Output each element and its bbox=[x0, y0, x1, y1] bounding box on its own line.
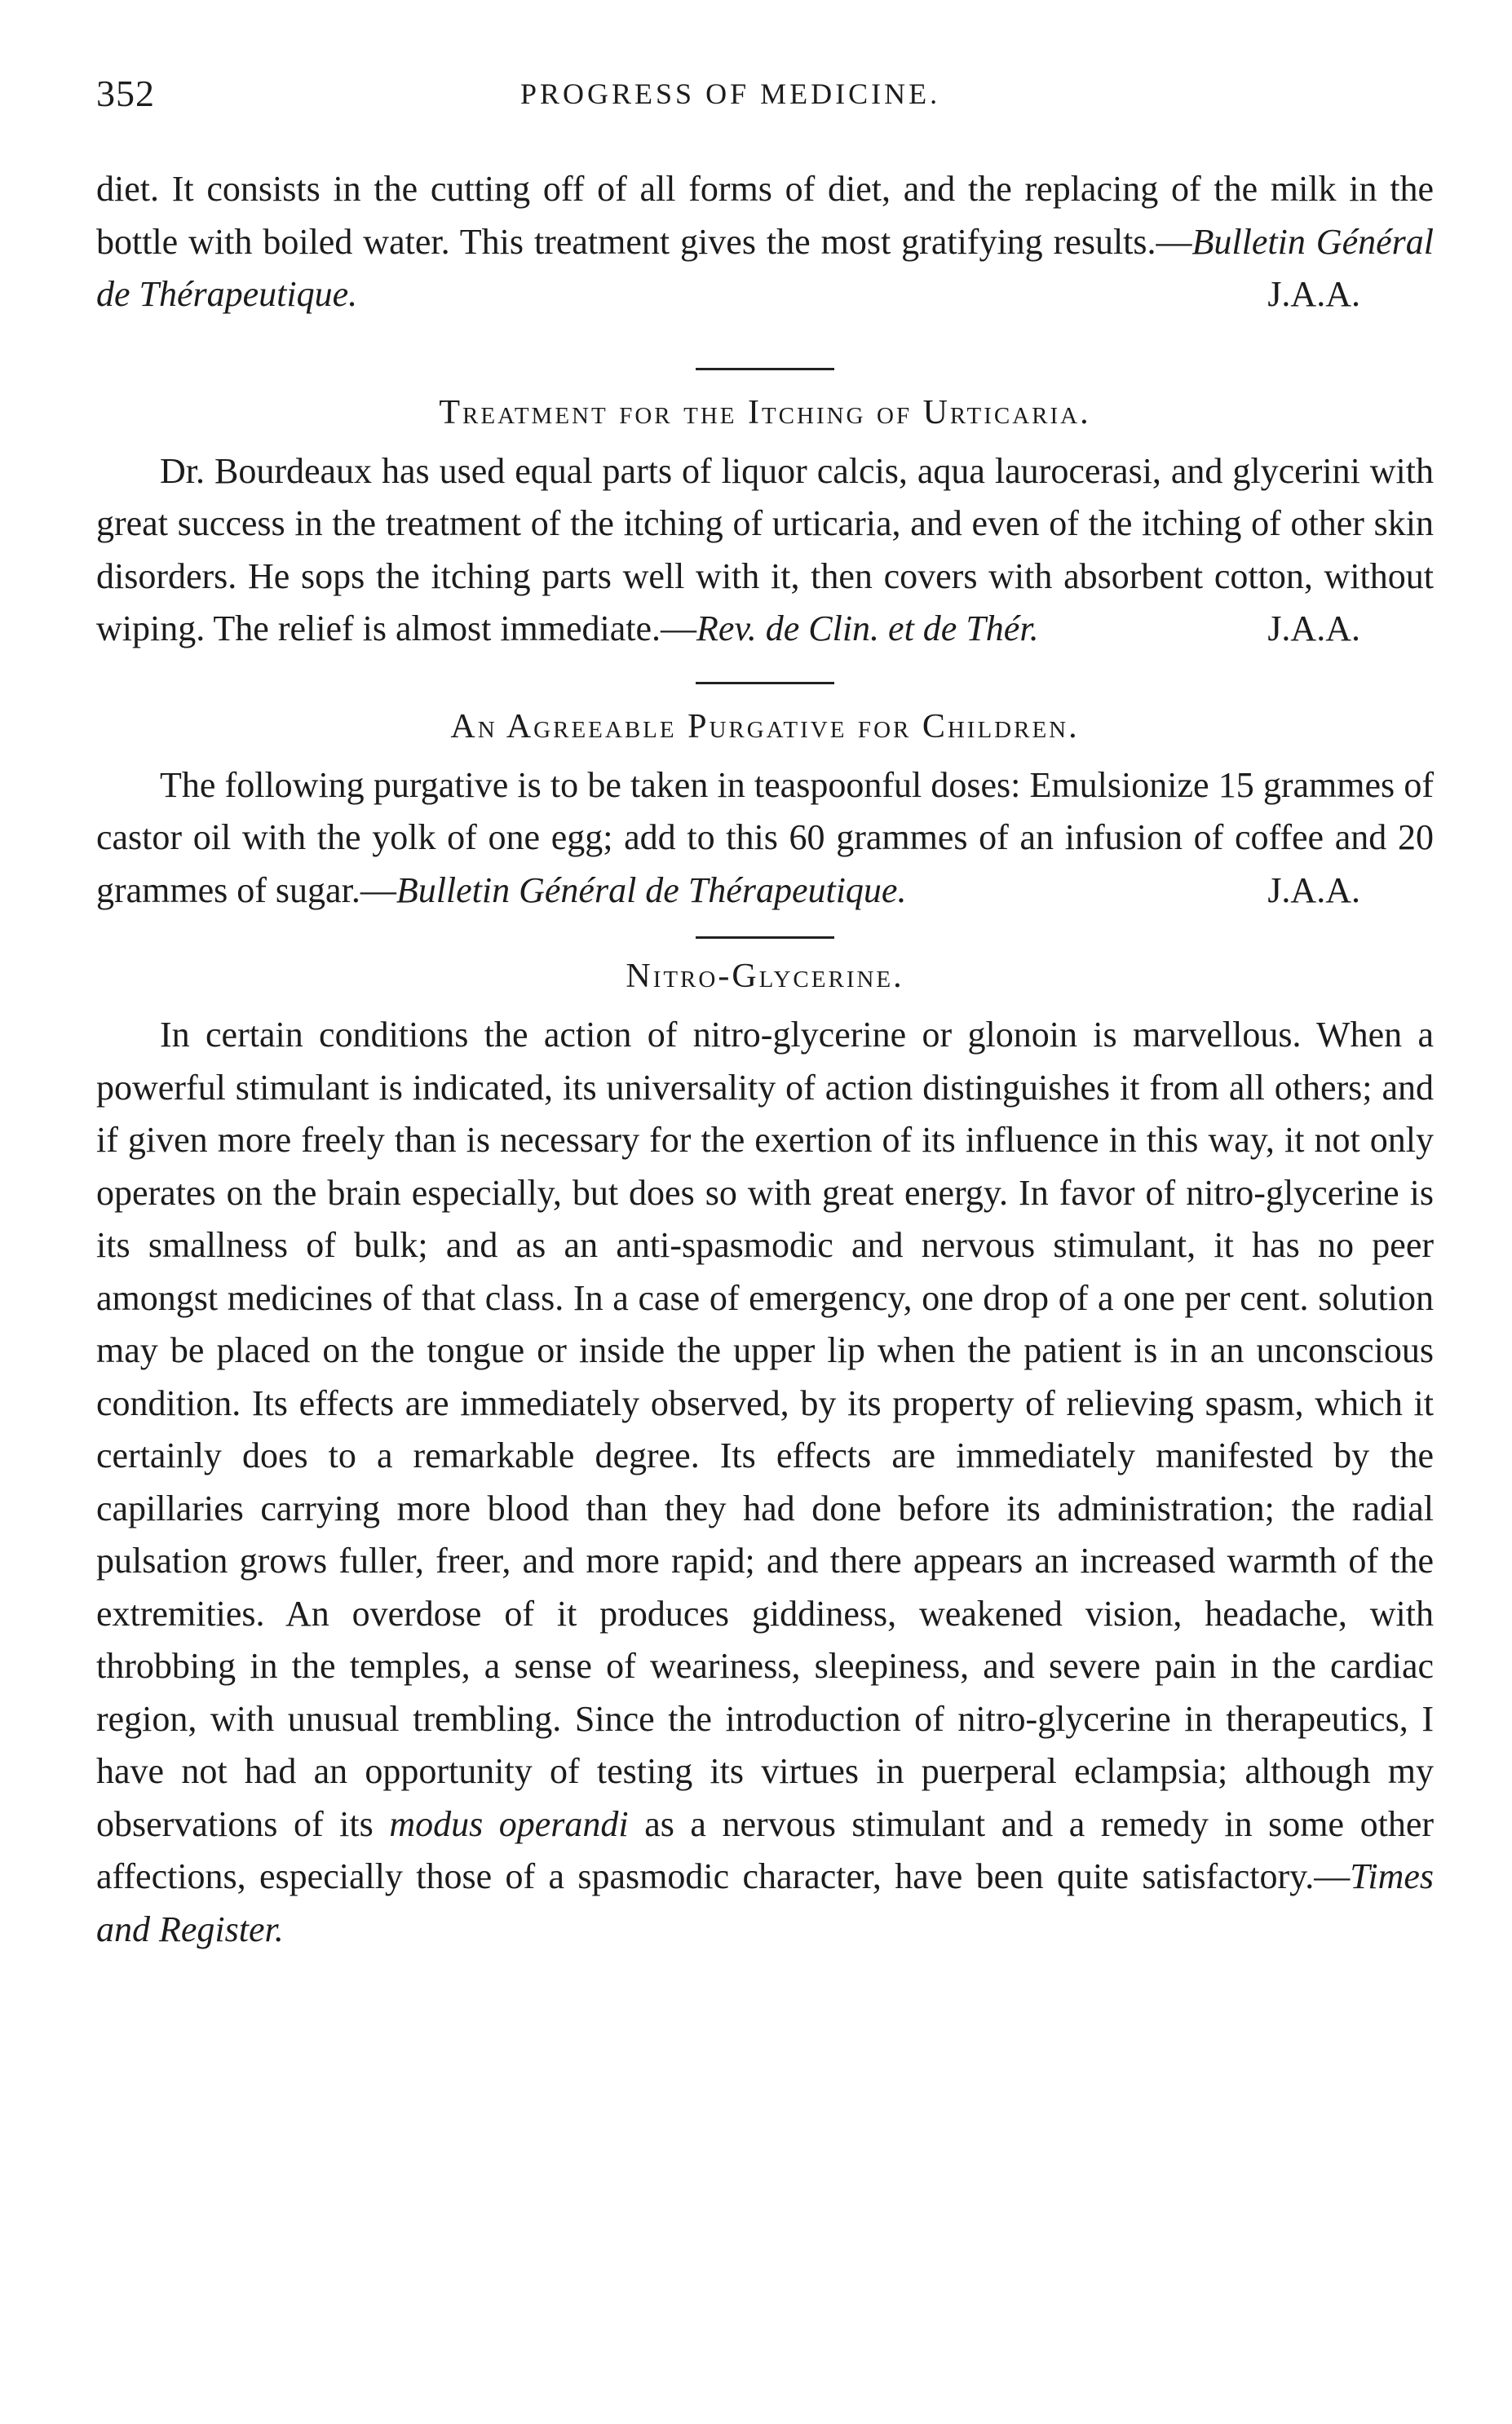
paragraph-text: Dr. Bourdeaux has used equal parts of liquor calcis, aqua laurocerasi, and glycerini with great success in the treatment of the itching of urticaria, and even of the itching of other skin disorders. He sops the itching parts well with it, then covers with absorbent cotton, without wiping. The relief is almost immediate.— bbox=[96, 450, 1434, 648]
running-head: PROGRESS OF MEDICINE. bbox=[520, 77, 941, 110]
author-initials: J.A.A. bbox=[1267, 274, 1360, 314]
section-divider bbox=[696, 936, 834, 939]
paragraph-text: The following purgative is to be taken in teaspoonful doses: Emulsionize 15 grammes of castor oil with the yolk of one egg; add to this 60 grammes of an infusion of coffee and 20 grammes of sugar.— bbox=[96, 764, 1434, 910]
citation-source: Bulletin Général de Thérapeutique. bbox=[396, 869, 907, 910]
paragraph-text: as a nervous stimulant and a remedy in some other affections, especially those of a spasmodic character, have been quite satisfactory.— bbox=[96, 1803, 1435, 1896]
citation-source: Times and Register. bbox=[96, 1856, 1434, 1949]
nitroglycerine-paragraph bbox=[96, 1009, 1434, 1956]
section-heading-nitroglycerine: Nitro-Glycerine. bbox=[626, 958, 904, 995]
continuation-paragraph bbox=[96, 163, 1434, 321]
page-header bbox=[96, 72, 1434, 129]
author-initials: J.A.A. bbox=[1267, 869, 1360, 910]
author-initials: J.A.A. bbox=[1267, 608, 1360, 648]
urticaria-paragraph bbox=[96, 445, 1434, 656]
page-body bbox=[96, 163, 1434, 1956]
citation-source: Bulletin Général de Thérapeutique. bbox=[96, 221, 1434, 314]
section-heading-urticaria: Treatment for the Itching of Urticaria. bbox=[439, 393, 1091, 431]
paragraph-text: In certain conditions the action of nitro-glycerine or glonoin is marvellous. When a powerful stimulant is indicated, its universality of action distinguishes it from all others; and if given more freely than is necessary for the exertion of its influence in this way, it not only operates on the brain especially, but does so with great energy. In favor of nitro-glycerine is its smallness of bulk; and as an anti-spasmodic and nervous stimulant, it has no peer amongst medicines of that class. In a case of emergency, one drop of a one per cent. solution may be placed on the tongue or inside the upper lip when the patient is in an unconscious condition. Its effects are immediately observed, by its property of relieving spasm, which it certainly does to a remarkable degree. Its effects are immediately manifested by the capillaries carrying more blood than they had done before its administration; the radial pulsation grows fuller, freer, and more rapid; and there appears an increased warmth of the extremities. An overdose of it produces giddiness, weakened vision, headache, with throbbing in the temples, a sense of weariness, sleepiness, and severe pain in the cardiac region, with unusual trembling. Since the introduction of nitro-glycerine in therapeutics, I have not had an opportunity of testing its virtues in puerperal eclampsia; although my observations of its bbox=[96, 1015, 1434, 1844]
citation-source: Rev. de Clin. et de Thér. bbox=[696, 608, 1039, 648]
section-heading-purgative: An Agreeable Purgative for Children. bbox=[450, 707, 1080, 745]
page-number: 352 bbox=[96, 73, 155, 114]
paragraph-text: diet. It consists in the cutting off of all forms of diet, and the replacing of the milk in the bottle with boiled water. This treatment gives the most gratifying results.— bbox=[96, 169, 1434, 262]
italic-phrase: modus operandi bbox=[389, 1803, 629, 1844]
section-divider bbox=[696, 682, 834, 684]
purgative-paragraph bbox=[96, 759, 1434, 918]
section-divider bbox=[696, 368, 834, 370]
